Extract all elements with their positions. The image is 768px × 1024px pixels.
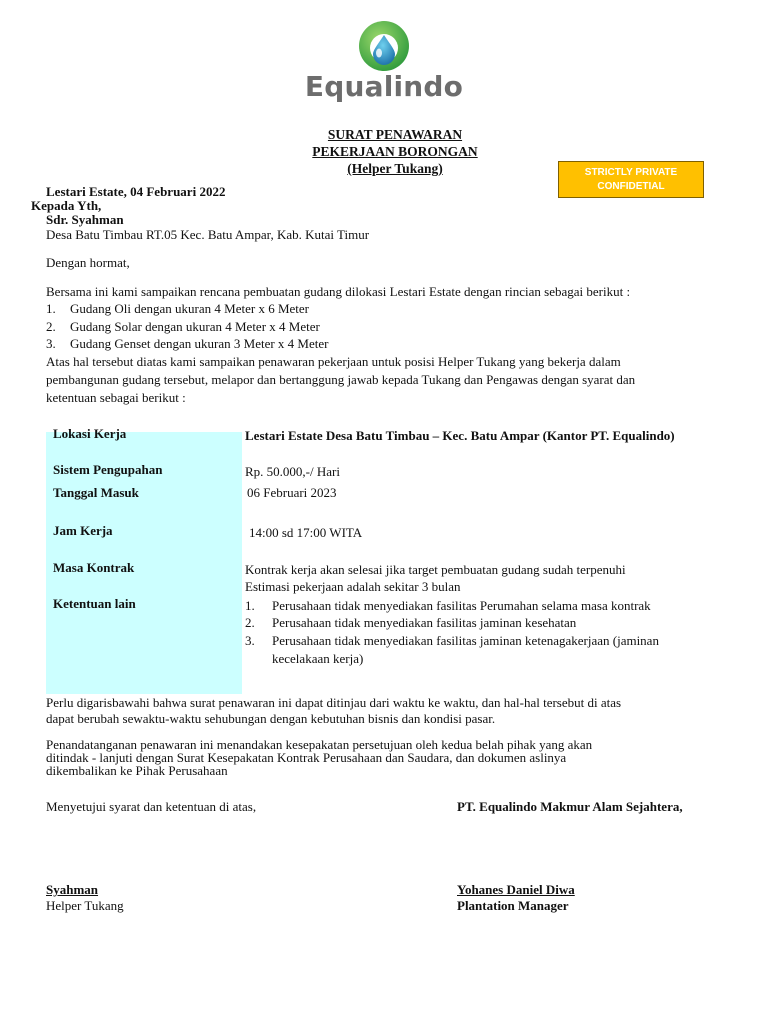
list-item-text: Gudang Solar dengan ukuran 4 Meter x 4 Meter [70,319,320,334]
value-tanggal-masuk: 06 Februari 2023 [247,485,337,500]
offer-line-2: pembangunan gudang tersebut, melapor dan bertanggung jawab kepada Tukang dan Pengawas dengan syarat dan [46,372,636,387]
label-jam-kerja: Jam Kerja [53,523,113,538]
confidential-badge [558,161,704,198]
offer-line-3: ketentuan sebagai berikut : [46,390,186,405]
title-line-3: (Helper Tukang) [347,161,443,176]
place-date: Lestari Estate, 04 Februari 2022 [46,184,226,199]
list-item-number: 2. [46,319,56,334]
label-tanggal-masuk: Tanggal Masuk [53,485,139,500]
confidential-line-2: CONFIDETIAL [597,181,665,192]
value-masa-kontrak-2: Estimasi pekerjaan adalah sekitar 3 bulan [245,579,461,594]
list-item-number: 2. [245,615,255,630]
list-item-continuation: kecelakaan kerja) [272,651,364,666]
note-line-1: Perlu digarisbawahi bahwa surat penawaran ini dapat ditinjau dari waktu ke waktu, dan hal-hal tersebut di atas [46,695,622,710]
list-item-text: Perusahaan tidak menyediakan fasilitas jaminan kesehatan [272,615,577,630]
list-item [46,300,309,317]
value-jam-kerja: 14:00 sd 17:00 WITA [249,525,363,540]
company-name: PT. Equalindo Makmur Alam Sejahtera, [457,799,683,814]
label-masa-kontrak: Masa Kontrak [53,560,135,575]
list-item-number: 1. [245,598,255,613]
list-item [46,335,328,352]
list-item-text: Perusahaan tidak menyediakan fasilitas Perumahan selama masa kontrak [272,598,651,613]
title-line-2: PEKERJAAN BORONGAN [312,144,478,159]
value-masa-kontrak-1: Kontrak kerja akan selesai jika target pembuatan gudang sudah terpenuhi [245,562,626,577]
signer-right-name: Yohanes Daniel Diwa [457,882,575,897]
offer-line-1: Atas hal tersebut diatas kami sampaikan penawaran pekerjaan untuk posisi Helper Tukang yang bekerja dalam [46,354,621,369]
value-sistem-pengupahan: Rp. 50.000,-/ Hari [245,464,340,479]
list-item [46,318,320,335]
signer-left-title: Helper Tukang [46,898,124,913]
recipient-name: Sdr. Syahman [46,212,124,227]
label-sistem-pengupahan: Sistem Pengupahan [53,462,163,477]
confidential-line-1: STRICTLY PRIVATE [584,167,678,178]
sign-note-line-3: dikembalikan ke Pihak Perusahaan [46,763,228,778]
note-line-2: dapat berubah sewaktu-waktu sehubungan dengan kebutuhan bisnis dan kondisi pasar. [46,711,496,726]
title-line-1: SURAT PENAWARAN [327,127,463,142]
greeting: Dengan hormat, [46,255,130,270]
list-item-number: 1. [46,301,56,316]
list-item-number: 3. [245,633,255,648]
sign-note-line-2: ditindak - lanjuti dengan Surat Kesepakatan Kontrak Perusahaan dan Saudara, dan dokumen aslinya [46,750,567,765]
value-lokasi-kerja: Lestari Estate Desa Batu Timbau – Kec. Batu Ampar (Kantor PT. Equalindo) [245,428,675,443]
signer-left-name: Syahman [46,882,99,897]
recipient-address: Desa Batu Timbau RT.05 Kec. Batu Ampar, Kab. Kutai Timur [46,227,370,242]
list-item-text: Gudang Genset dengan ukuran 3 Meter x 4 Meter [70,336,329,351]
list-item [245,632,659,649]
sign-note-line-1: Penandatanganan penawaran ini menandakan kesepakatan persetujuan oleh kedua belah pihak yang akan [46,737,593,752]
to-label: Kepada Yth, [31,198,102,213]
list-item-text: Gudang Oli dengan ukuran 4 Meter x 6 Meter [70,301,309,316]
list-item [245,597,651,614]
list-item-text: Perusahaan tidak menyediakan fasilitas jaminan ketenagakerjaan (jaminan [272,633,659,648]
agreement-text: Menyetujui syarat dan ketentuan di atas, [46,799,257,814]
label-lokasi-kerja: Lokasi Kerja [53,426,127,441]
label-ketentuan-lain: Ketentuan lain [53,596,136,611]
letter-title [280,126,510,177]
list-item-number: 3. [46,336,56,351]
intro-text: Bersama ini kami sampaikan rencana pembuatan gudang dilokasi Lestari Estate dengan rincian sebagai berikut : [46,284,631,299]
logo-wordmark: Equalindo [304,70,464,103]
list-item [245,614,576,631]
signer-right-title: Plantation Manager [457,898,569,913]
